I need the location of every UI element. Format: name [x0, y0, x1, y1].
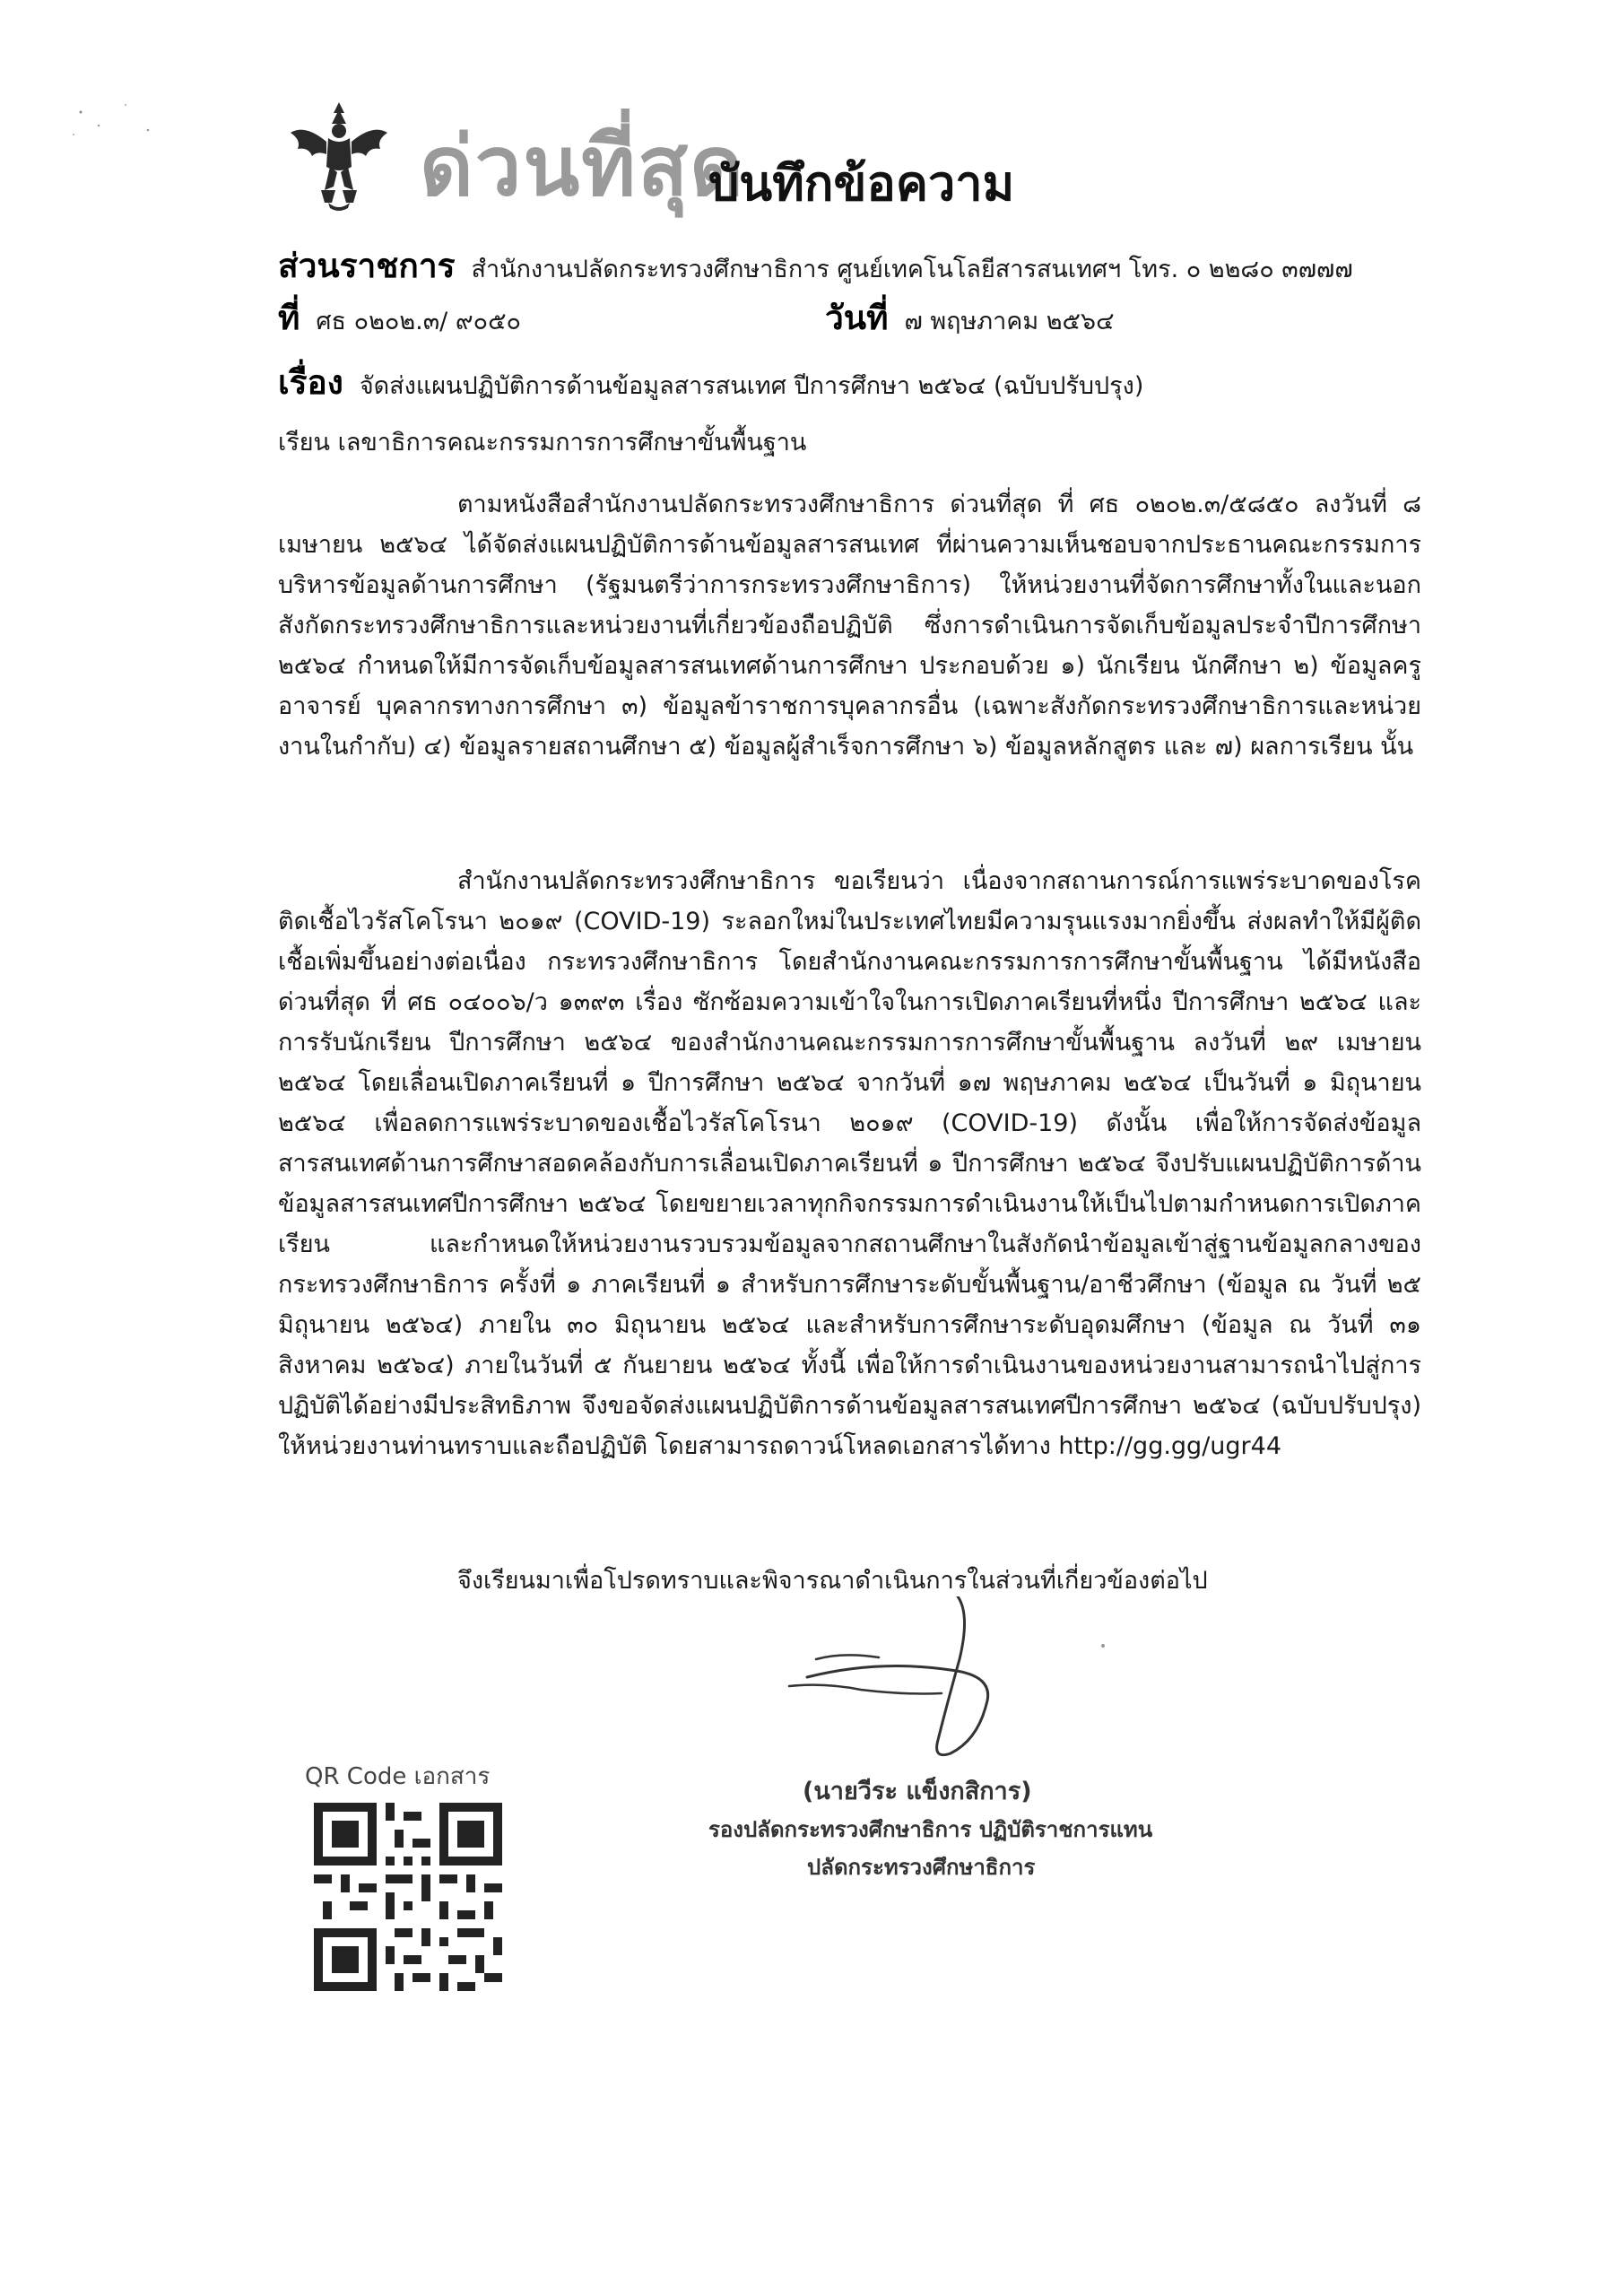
- agency-label: ส่วนราชการ: [278, 247, 456, 285]
- subject-value: จัดส่งแผนปฏิบัติการด้านข้อมูลสารสนเทศ ปีการศึกษา ๒๕๖๔ (ฉบับปรับปรุง): [359, 372, 1144, 400]
- salutation: เรียน เลขาธิการคณะกรรมการการศึกษาขั้นพื้นฐาน: [278, 429, 807, 457]
- memo-title: บันทึกข้อความ: [708, 155, 1015, 212]
- body-paragraph-1: ตามหนังสือสำนักงานปลัดกระทรวงศึกษาธิการ ด่วนที่สุด ที่ ศธ ๐๒๐๒.๓/๕๘๕๐ ลงวันที่ ๘ เมษายน ๒๕๖๔ ได้จัดส่งแผนปฏิบัติการด้านข้อมูลสารสนเทศ ที่ผ่านความเห็นชอบจากประธานคณะกรรมการบริหารข้อมูลด้านการศึกษา (รัฐมนตรีว่าการกระทรวงศึกษาธิการ) ให้หน่วยงานที่จัดการศึกษาทั้งในและนอกสังกัดกระทรวงศึกษาธิการและหน่วยงานที่เกี่ยวข้องถือปฏิบัติ ซึ่งการดำเนินการจัดเก็บข้อมูลประจำปีการศึกษา ๒๕๖๔ กำหนดให้มีการจัดเก็บข้อมูลสารสนเทศด้านการศึกษา ประกอบด้วย ๑) นักเรียน นักศึกษา ๒) ข้อมูลครู อาจารย์ บุคลากรทางการศึกษา ๓) ข้อมูลข้าราชการบุคลากรอื่น (เฉพาะสังกัดกระทรวงศึกษาธิการและหน่วยงานในกำกับ) ๔) ข้อมูลรายสถานศึกษา ๕) ข้อมูลผู้สำเร็จการศึกษา ๖) ข้อมูลหลักสูตร และ ๗) ผลการเรียน นั้น: [278, 491, 1421, 761]
- reference-value: ศธ ๐๒๐๒.๓/ ๙๐๕๐: [316, 308, 522, 335]
- signer-position-line-2: ปลัดกระทรวงศึกษาธิการ: [807, 1855, 1036, 1880]
- qr-code-icon[interactable]: [314, 1803, 502, 1991]
- date-value: ๗ พฤษภาคม ๒๕๖๔: [904, 308, 1115, 335]
- closing-paragraph: จึงเรียนมาเพื่อโปรดทราบและพิจารณาดำเนินการในส่วนที่เกี่ยวข้องต่อไป: [457, 1567, 1208, 1595]
- signer-position-line-1: รองปลัดกระทรวงศึกษาธิการ ปฏิบัติราชการแทน: [708, 1817, 1153, 1842]
- reference-label: ที่: [278, 299, 300, 337]
- agency-line: [278, 247, 1353, 286]
- subject-label: เรื่อง: [278, 363, 343, 402]
- scan-noise: [63, 94, 170, 148]
- qr-code-label: QR Code เอกสาร: [305, 1763, 491, 1790]
- urgency-stamp: ด่วนที่สุด: [420, 118, 745, 214]
- garuda-emblem-icon: [285, 97, 393, 213]
- date-label: วันที่: [825, 299, 889, 337]
- scan-speck: [1099, 1641, 1107, 1650]
- reference-line: [278, 299, 521, 338]
- handwritten-signature: [771, 1596, 1094, 1776]
- date-line: [825, 299, 1115, 338]
- signer-name: (นายวีระ แข็งกสิการ): [803, 1778, 1032, 1805]
- body-paragraph-2: สำนักงานปลัดกระทรวงศึกษาธิการ ขอเรียนว่า เนื่องจากสถานการณ์การแพร่ระบาดของโรคติดเชื้อไวรัสโคโรนา ๒๐๑๙ (COVID-19) ระลอกใหม่ในประเทศไทยมีความรุนแรงมากยิ่งขึ้น ส่งผลทำให้มีผู้ติดเชื้อเพิ่มขึ้นอย่างต่อเนื่อง กระทรวงศึกษาธิการ โดยสำนักงานคณะกรรมการการศึกษาขั้นพื้นฐาน ได้มีหนังสือ ด่วนที่สุด ที่ ศธ ๐๔๐๐๖/ว ๑๓๙๓ เรื่อง ซักซ้อมความเข้าใจในการเปิดภาคเรียนที่หนึ่ง ปีการศึกษา ๒๕๖๔ และการรับนักเรียน ปีการศึกษา ๒๕๖๔ ของสำนักงานคณะกรรมการการศึกษาขั้นพื้นฐาน ลงวันที่ ๒๙ เมษายน ๒๕๖๔ โดยเลื่อนเปิดภาคเรียนที่ ๑ ปีการศึกษา ๒๕๖๔ จากวันที่ ๑๗ พฤษภาคม ๒๕๖๔ เป็นวันที่ ๑ มิถุนายน ๒๕๖๔ เพื่อลดการแพร่ระบาดของเชื้อไวรัสโคโรนา ๒๐๑๙ (COVID-19) ดังนั้น เพื่อให้การจัดส่งข้อมูลสารสนเทศด้านการศึกษาสอดคล้องกับการเลื่อนเปิดภาคเรียนที่ ๑ ปีการศึกษา ๒๕๖๔ จึงปรับแผนปฏิบัติการด้านข้อมูลสารสนเทศปีการศึกษา ๒๕๖๔ โดยขยายเวลาทุกกิจกรรมการดำเนินงานให้เป็นไปตามกำหนดการเปิดภาคเรียน และกำหนดให้หน่วยงานรวบรวมข้อมูลจากสถานศึกษาในสังกัดนำข้อมูลเข้าสู่ฐานข้อมูลกลางของกระทรวงศึกษาธิการ ครั้งที่ ๑ ภาคเรียนที่ ๑ สำหรับการศึกษาระดับขั้นพื้นฐาน/อาชีวศึกษา (ข้อมูล ณ วันที่ ๒๕ มิถุนายน ๒๕๖๔) ภายใน ๓๐ มิถุนายน ๒๕๖๔ และสำหรับการศึกษาระดับอุดมศึกษา (ข้อมูล ณ วันที่ ๓๑ สิงหาคม ๒๕๖๔) ภายในวันที่ ๕ กันยายน ๒๕๖๔ ทั้งนี้ เพื่อให้การดำเนินงานของหน่วยงานสามารถนำไปสู่การปฏิบัติได้อย่างมีประสิทธิภาพ จึงขอจัดส่งแผนปฏิบัติการด้านข้อมูลสารสนเทศปีการศึกษา ๒๕๖๔ (ฉบับปรับปรุง) ให้หน่วยงานท่านทราบและถือปฏิบัติ โดยสามารถดาวน์โหลดเอกสารได้ทาง http://gg.gg/ugr44: [278, 867, 1421, 1460]
- agency-value: สำนักงานปลัดกระทรวงศึกษาธิการ ศูนย์เทคโนโลยีสารสนเทศฯ โทร. ๐ ๒๒๘๐ ๓๗๗๗: [471, 256, 1353, 283]
- subject-line: [278, 363, 1143, 403]
